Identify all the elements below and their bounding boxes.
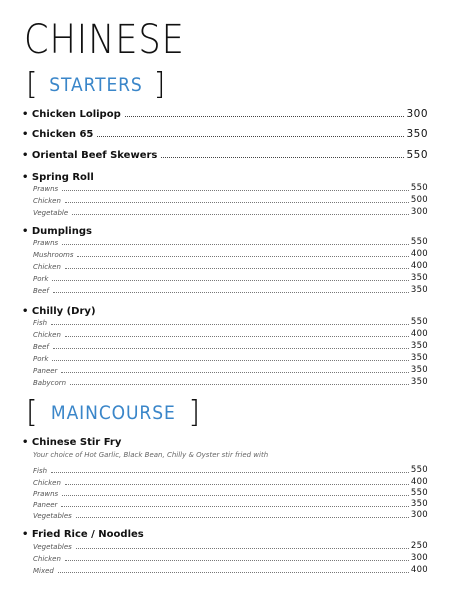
variant-price: 350 [410, 377, 428, 387]
variant-price: 350 [410, 365, 428, 375]
variant-price: 350 [410, 353, 428, 363]
leader-dots [65, 484, 409, 485]
variant-row [33, 565, 428, 575]
leader-dots [65, 560, 409, 561]
variant-price: 300 [410, 510, 428, 520]
variant-name: Vegetable [33, 209, 69, 217]
item-note: Your choice of Hot Garlic, Black Bean, Chilly & Oyster stir fried with [33, 451, 269, 459]
leader-dots [76, 517, 409, 518]
variant-name: Paneer [33, 501, 58, 509]
variant-row [33, 365, 428, 375]
page-title: CHINESE [24, 17, 185, 63]
variant-name: Mixed [33, 567, 54, 575]
leader-dots [61, 506, 408, 507]
variant-name: Chicken [33, 479, 61, 487]
variant-name: Vegetables [33, 512, 72, 520]
variant-row [33, 377, 428, 387]
item-price: 550 [406, 149, 428, 161]
variant-row [33, 237, 428, 247]
variant-name: Fish [33, 319, 48, 327]
variant-row [33, 477, 428, 487]
variant-name: Pork [33, 355, 49, 363]
leader-dots [65, 202, 409, 203]
variant-name: Beef [33, 343, 49, 351]
variant-name: Chicken [33, 197, 61, 205]
variant-price: 350 [410, 273, 428, 283]
item-heading: • Chilly (Dry) [22, 306, 96, 317]
leader-dots [62, 244, 409, 245]
variant-row [33, 329, 428, 339]
item-heading: • Fried Rice / Noodles [22, 529, 144, 540]
maincourse-label: MAINCOURSE [50, 401, 176, 424]
variant-price: 300 [410, 207, 428, 217]
leader-dots [97, 136, 404, 137]
variant-row [33, 553, 428, 563]
variant-row [33, 195, 428, 205]
item-heading: • Chinese Stir Fry [22, 437, 122, 448]
leader-dots [76, 548, 409, 549]
starters-header [26, 68, 165, 102]
menu-item [22, 128, 428, 140]
variant-name: Beef [33, 287, 49, 295]
item-heading: • Dumplings [22, 226, 92, 237]
variant-row [33, 249, 428, 259]
variant-price: 400 [410, 329, 428, 339]
variant-name: Vegetables [33, 543, 72, 551]
variant-row [33, 261, 428, 271]
leader-dots [77, 256, 408, 257]
leader-dots [65, 336, 409, 337]
variant-name: Chicken [33, 263, 61, 271]
variant-name: Mushrooms [33, 251, 74, 259]
variant-price: 500 [410, 195, 428, 205]
left-bracket: [ [26, 67, 38, 102]
variant-name: Pork [33, 275, 49, 283]
leader-dots [61, 372, 408, 373]
item-name: • Oriental Beef Skewers [22, 150, 158, 161]
variant-price: 350 [410, 499, 428, 509]
leader-dots [51, 324, 409, 325]
leader-dots [58, 572, 409, 573]
maincourse-header [26, 396, 200, 430]
variant-price: 550 [410, 237, 428, 247]
variant-row [33, 183, 428, 193]
variant-row [33, 341, 428, 351]
variant-price: 550 [410, 465, 428, 475]
left-bracket: [ [26, 395, 38, 430]
variant-name: Paneer [33, 367, 58, 375]
item-name: • Chicken Lolipop [22, 109, 121, 120]
variant-name: Prawns [33, 239, 59, 247]
variant-row [33, 499, 428, 509]
leader-dots [72, 214, 409, 215]
variant-row [33, 353, 428, 363]
leader-dots [53, 292, 409, 293]
variant-price: 400 [410, 477, 428, 487]
item-name: • Chicken 65 [22, 129, 94, 140]
leader-dots [70, 384, 409, 385]
item-heading: • Spring Roll [22, 172, 94, 183]
variant-row [33, 285, 428, 295]
starters-label: STARTERS [48, 73, 143, 96]
leader-dots [62, 190, 409, 191]
variant-price: 550 [410, 183, 428, 193]
right-bracket: ] [153, 67, 166, 102]
item-price: 300 [406, 108, 428, 120]
variant-name: Prawns [33, 185, 59, 193]
leader-dots [125, 116, 405, 117]
variant-price: 250 [410, 541, 428, 551]
variant-name: Babycorn [33, 379, 67, 387]
variant-price: 550 [410, 488, 428, 498]
variant-name: Prawns [33, 490, 59, 498]
variant-row [33, 317, 428, 327]
variant-price: 400 [410, 261, 428, 271]
variant-row [33, 488, 428, 498]
variant-price: 550 [410, 317, 428, 327]
variant-price: 400 [410, 565, 428, 575]
variant-name: Fish [33, 467, 48, 475]
item-price: 350 [406, 128, 428, 140]
menu-item [22, 108, 428, 120]
leader-dots [53, 348, 409, 349]
leader-dots [62, 495, 409, 496]
leader-dots [51, 472, 409, 473]
right-bracket: ] [188, 395, 201, 430]
variant-row [33, 510, 428, 520]
variant-price: 350 [410, 285, 428, 295]
variant-price: 300 [410, 553, 428, 563]
leader-dots [52, 280, 408, 281]
variant-row [33, 273, 428, 283]
variant-name: Chicken [33, 331, 61, 339]
leader-dots [161, 157, 404, 158]
menu-item [22, 149, 428, 161]
leader-dots [52, 360, 408, 361]
leader-dots [65, 268, 409, 269]
variant-row [33, 465, 428, 475]
variant-row [33, 541, 428, 551]
variant-row [33, 207, 428, 217]
variant-name: Chicken [33, 555, 61, 563]
variant-price: 350 [410, 341, 428, 351]
variant-price: 400 [410, 249, 428, 259]
